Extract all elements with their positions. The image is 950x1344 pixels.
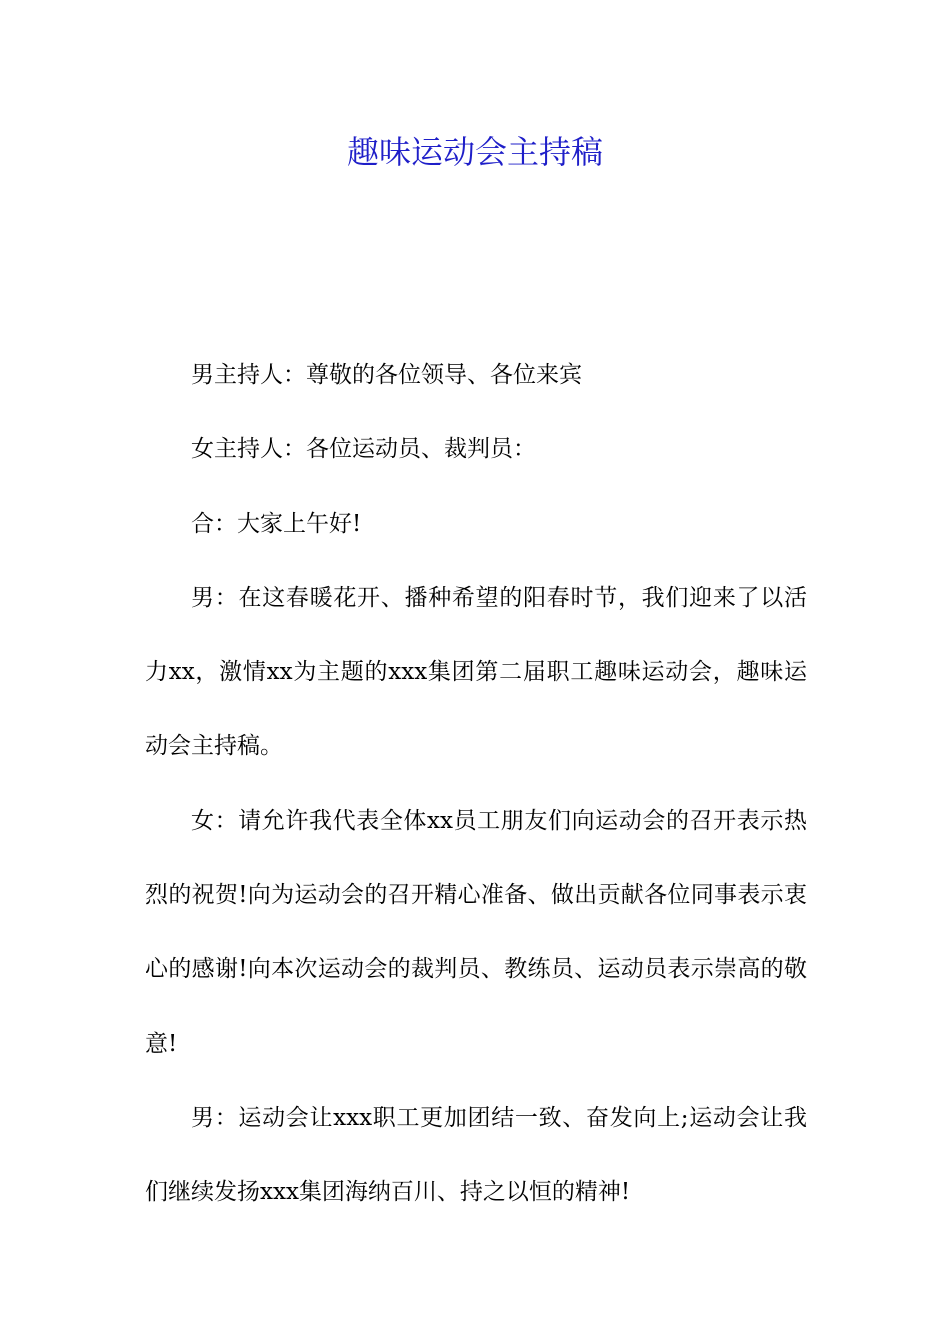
paragraph-male-host-greeting: 男主持人：尊敬的各位领导、各位来宾 [191, 362, 582, 388]
paragraph-joint-greeting: 合：大家上午好! [191, 510, 362, 537]
document-title: 趣味运动会主持稿 [346, 133, 603, 171]
paragraph-female-host-greeting: 女主持人：各位运动员、裁判员： [191, 436, 536, 463]
paragraph-male-spirit: 男：运动会让xxx职工更加团结一致、奋发向上;运动会让我们继续发扬xxx集团海纳百川、持之以恒的精神! [145, 1104, 807, 1206]
document-body [145, 338, 807, 1230]
paragraph-female-thanks: 女：请允许我代表全体xx员工朋友们向运动会的召开表示热烈的祝贺!向为运动会的召开精心准备、做出贡献各位同事表示衷心的感谢!向本次运动会的裁判员、教练员、运动员表示崇高的敬意! [145, 807, 807, 1057]
paragraph-male-opening: 男：在这春暖花开、播种希望的阳春时节，我们迎来了以活力xx，激情xx为主题的xxx集团第二届职工趣味运动会，趣味运动会主持稿。 [145, 584, 807, 760]
